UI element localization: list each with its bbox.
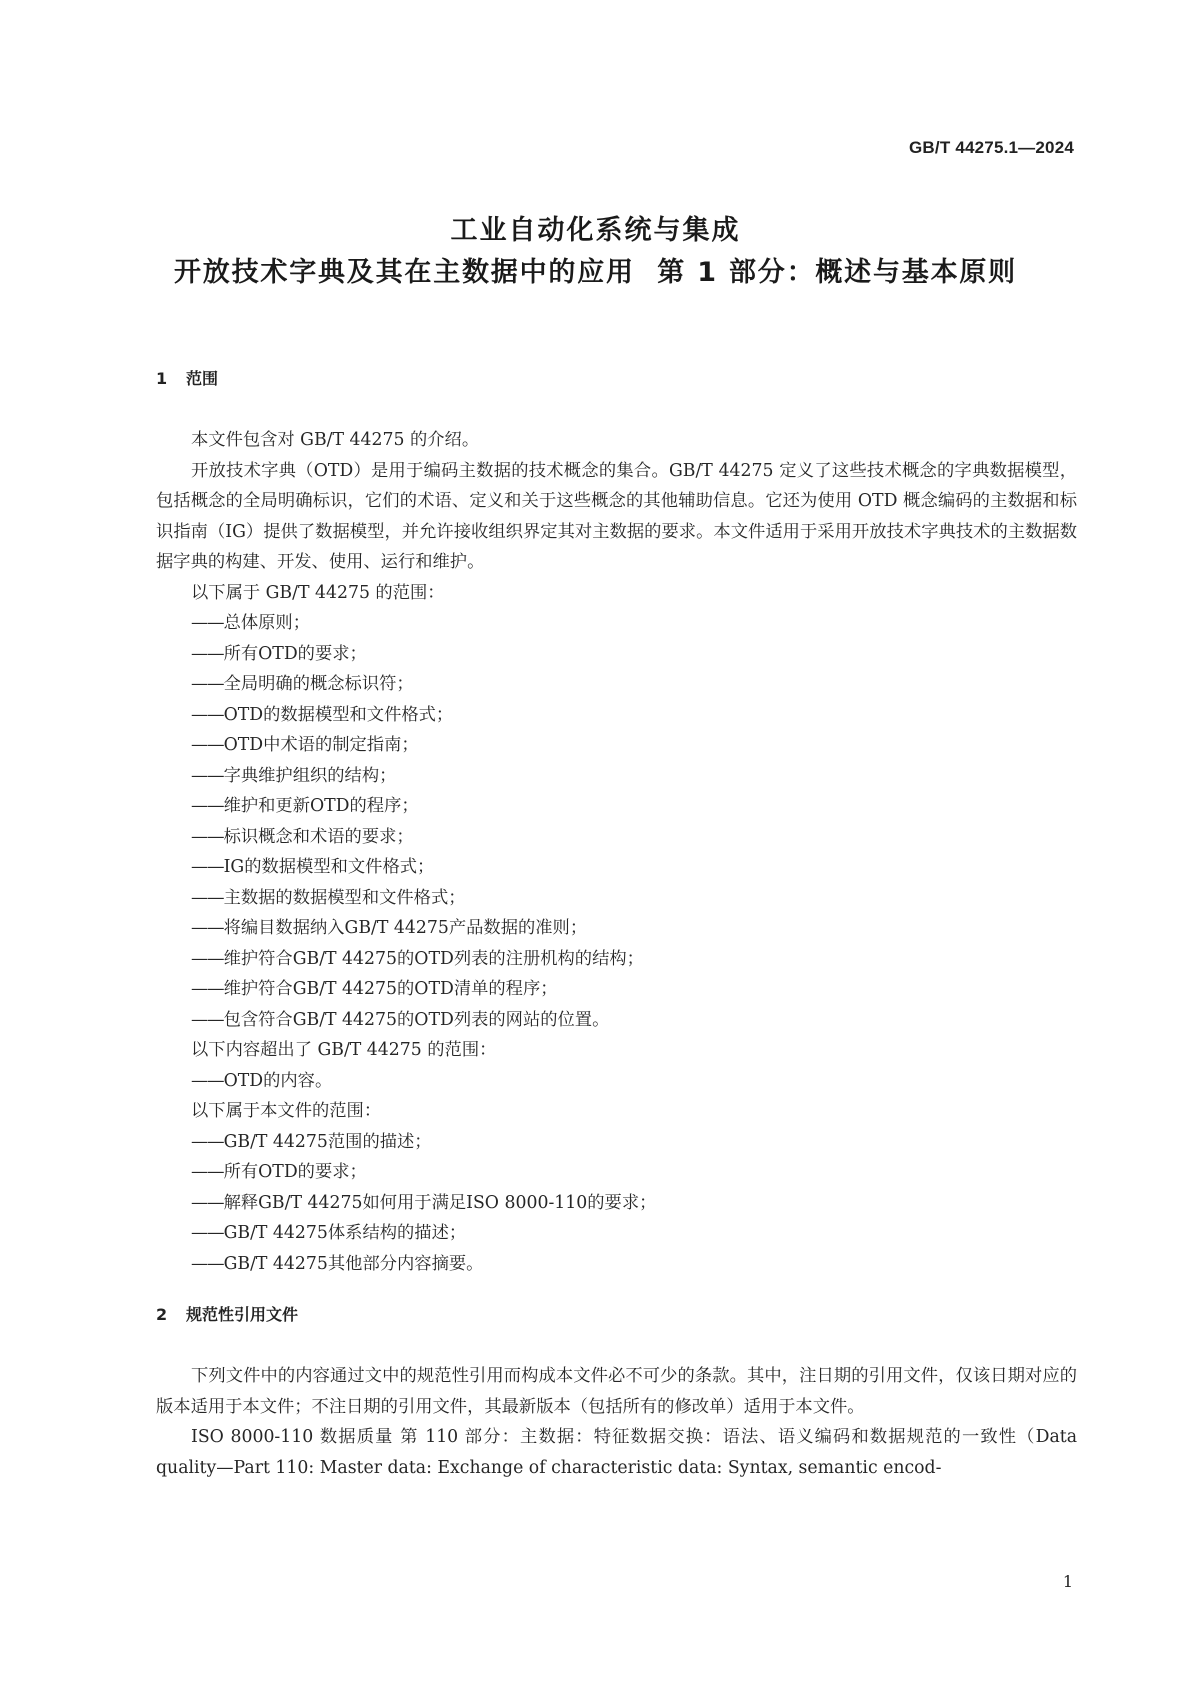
list-item: —— 字典维护组织的结构； bbox=[156, 761, 1077, 792]
list-item: —— 标识概念和术语的要求； bbox=[156, 822, 1077, 853]
section-number: 2 bbox=[156, 1305, 168, 1324]
list-item: —— OTD的数据模型和文件格式； bbox=[156, 700, 1077, 731]
list-item: —— OTD中术语的制定指南； bbox=[156, 730, 1077, 761]
list-item: —— 包含符合GB/T 44275的OTD列表的网站的位置。 bbox=[156, 1005, 1077, 1036]
list-item: —— IG的数据模型和文件格式； bbox=[156, 852, 1077, 883]
section-2-body bbox=[156, 1361, 1077, 1483]
list-item: —— 所有OTD的要求； bbox=[156, 639, 1077, 670]
section-1-body bbox=[156, 425, 1077, 1279]
list-item: —— 主数据的数据模型和文件格式； bbox=[156, 883, 1077, 914]
paragraph: 本文件包含对 GB/T 44275 的介绍。 bbox=[191, 430, 480, 450]
list-item: —— GB/T 44275体系结构的描述； bbox=[156, 1218, 1077, 1249]
list-item: —— GB/T 44275范围的描述； bbox=[156, 1127, 1077, 1158]
paragraph: 以下内容超出了 GB/T 44275 的范围： bbox=[191, 1040, 497, 1060]
list-item: —— OTD的内容。 bbox=[156, 1066, 1077, 1097]
paragraph: 以下属于本文件的范围： bbox=[191, 1101, 382, 1121]
section-title: 范围 bbox=[186, 369, 219, 388]
standard-number: GB/T 44275.1—2024 bbox=[909, 138, 1074, 157]
page-number: 1 bbox=[1062, 1572, 1073, 1591]
normative-reference: ISO 8000-110 数据质量 第 110 部分：主数据：特征数据交换：语法、语义编码和数据规范的一致性（Data quality—Part 110: Master data: Exchange of characteristic data: Syntax, semantic encod- bbox=[156, 1427, 1077, 1478]
document-title-line-1: 工业自动化系统与集成 bbox=[450, 215, 741, 246]
list-item: —— 维护符合GB/T 44275的OTD清单的程序； bbox=[156, 974, 1077, 1005]
list-item: —— 维护符合GB/T 44275的OTD列表的注册机构的结构； bbox=[156, 944, 1077, 975]
document-title-line-2: 开放技术字典及其在主数据中的应用 第 1 部分：概述与基本原则 bbox=[174, 257, 1017, 288]
list-item: —— 解释GB/T 44275如何用于满足ISO 8000-110的要求； bbox=[156, 1188, 1077, 1219]
paragraph: 以下属于 GB/T 44275 的范围： bbox=[191, 582, 445, 603]
list-item: —— 全局明确的概念标识符； bbox=[156, 669, 1077, 700]
list-item: —— 总体原则； bbox=[156, 608, 1077, 639]
section-1-heading bbox=[156, 366, 218, 389]
list-item: —— GB/T 44275其他部分内容摘要。 bbox=[156, 1249, 1077, 1280]
paragraph: 下列文件中的内容通过文中的规范性引用而构成本文件必不可少的条款。其中，注日期的引用文件，仅该日期对应的版本适用于本文件；不注日期的引用文件，其最新版本（包括所有的修改单）适用于本文件。 bbox=[156, 1366, 1077, 1417]
section-number: 1 bbox=[156, 369, 168, 388]
list-item: —— 维护和更新OTD的程序； bbox=[156, 791, 1077, 822]
list-item: —— 所有OTD的要求； bbox=[156, 1157, 1077, 1188]
section-title: 规范性引用文件 bbox=[186, 1305, 299, 1324]
section-2-heading bbox=[156, 1302, 298, 1325]
list-item: —— 将编目数据纳入GB/T 44275产品数据的准则； bbox=[156, 913, 1077, 944]
paragraph: 开放技术字典（OTD）是用于编码主数据的技术概念的集合。GB/T 44275 定义了这些技术概念的字典数据模型，包括概念的全局明确标识，它们的术语、定义和关于这些概念的其他辅助信息。它还为使用 OTD 概念编码的主数据和标识指南（IG）提供了数据模型，并允许接收组织界定其对主数据的要求。本文件适用于采用开放技术字典技术的主数据数据字典的构建、开发、使用、运行和维护。 bbox=[156, 460, 1077, 572]
